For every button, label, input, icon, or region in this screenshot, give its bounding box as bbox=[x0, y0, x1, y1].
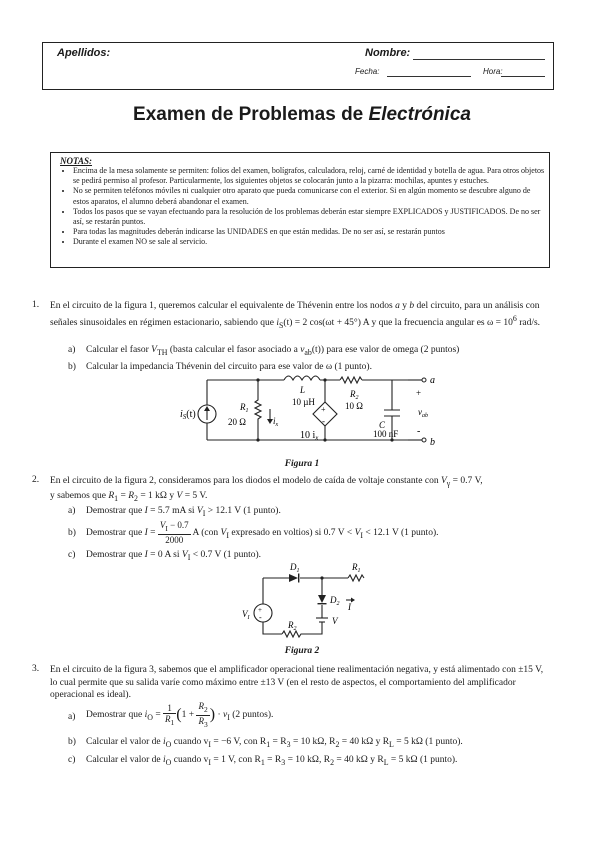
problem-2a-text: Demostrar que I = 5.7 mA si $V_I > 12.1$ V (1 punto). bbox=[86, 506, 281, 518]
notes-box bbox=[50, 152, 550, 268]
terminal-b bbox=[422, 438, 426, 442]
note-item: • No se permiten teléfonos móviles ni cualquier otro aparato que pueda comunicarse con el exterior. Si en algún momento se descubre alguno de estos aparatos, el alumno deberá abandonar el examen. bbox=[73, 186, 547, 206]
label-vab-minus: - bbox=[417, 426, 421, 437]
dep-plus: + bbox=[321, 405, 326, 414]
wire bbox=[263, 578, 282, 634]
problem-2c-label: c) bbox=[68, 550, 76, 560]
notes-list bbox=[57, 166, 547, 248]
junction-dot bbox=[323, 378, 326, 381]
problem-1b-label: b) bbox=[68, 362, 76, 372]
label-R1-value: 20 Ω bbox=[228, 417, 246, 427]
label-L: L bbox=[300, 385, 306, 395]
problem-1a-text: Calcular el fasor $V_{TH}$ (basta calcular el fasor asociado a $v_{ab}(t)$) para ese valor de omega (2 puntos) bbox=[86, 345, 460, 357]
problem-2c-text: Demostrar que I = 0 A si $V_I < 0.7$ V (1 punto). bbox=[86, 550, 262, 562]
junction-dot bbox=[323, 438, 326, 441]
label-node-a: a bbox=[430, 375, 435, 386]
problem-3-statement: En el circuito de la figura 3, sabemos que el amplificador operacional tiene realimentación negativa, y está alimentado con ±15 V, lo cual permite que su salida varíe como máximo entre ±13 V (en el resto de aspectos, el comportamiento del amplificador operacional es ideal). bbox=[50, 665, 544, 700]
figure-2-caption: Figura 2 bbox=[284, 646, 320, 656]
label-V: V bbox=[332, 616, 338, 626]
inductor-L bbox=[284, 376, 320, 380]
label-R2: $R_2$ bbox=[350, 389, 359, 401]
junction-dot bbox=[320, 576, 323, 579]
label-vab: $v_{ab}$ bbox=[418, 407, 428, 419]
source-minus: - bbox=[259, 613, 262, 622]
wire bbox=[306, 622, 322, 634]
label-L-value: 10 µH bbox=[292, 397, 315, 407]
resistor-R2 bbox=[340, 377, 362, 383]
label-R1: $R_1$ bbox=[352, 562, 361, 574]
voltage-source-VI bbox=[254, 604, 272, 622]
resistor-R1 bbox=[255, 380, 261, 440]
junction-dot bbox=[256, 378, 259, 381]
name-label: Nombre: bbox=[365, 47, 411, 59]
problem-2b-text: Demostrar que I = $\frac{V_I - 0.7}{2000}$ A (con $V_I$ expresado en voltios) si 0.7 $V < V_I < 12.1$ V (1 punto). bbox=[86, 520, 439, 546]
label-I: I bbox=[348, 602, 351, 612]
diode-D1-bar bbox=[298, 574, 299, 583]
figure-2-circuit bbox=[236, 562, 376, 648]
capacitor-C bbox=[384, 410, 400, 416]
problem-1-number: 1. bbox=[32, 300, 40, 310]
junction-dot bbox=[256, 438, 259, 441]
note-item: • Todos los pasos que se vayan efectuando para la resolución de los problemas deberán estar siempre EXPLICADOS y JUSTIFICADOS. De no ser así, se restarán puntos. bbox=[73, 207, 547, 227]
name-field[interactable] bbox=[413, 59, 545, 60]
fraction: $\frac{R_2}{R_3}$ bbox=[198, 700, 208, 729]
time-label: Hora: bbox=[483, 67, 503, 76]
figure-1-circuit bbox=[180, 372, 450, 462]
header-box bbox=[42, 42, 554, 90]
diode-D2 bbox=[318, 595, 326, 603]
label-node-b: b bbox=[430, 437, 435, 448]
diode-D1 bbox=[289, 574, 298, 582]
problem-3-number: 3. bbox=[32, 664, 40, 674]
problem-1-statement: En el circuito de la figura 1, queremos calcular el equivalente de Thévenin entre los nodos a y b del circuito, para un análisis con señales sinusoidales en régimen estacionario, sabiendo que $i_S(t) = 2$ cos(ωt + 45°) A y que la frecuencia angular es $\omega = 10^6$ rad/s. bbox=[50, 301, 541, 330]
problem-2-statement: En el circuito de la figura 2, consideramos para los diodos el modelo de caída de voltaje constante con $V_\gamma = 0.7$ V, y sabemos que $R_1 = R_2 = 1$ kΩ y V = 5 V. bbox=[50, 476, 483, 504]
label-ix: $i_x$ bbox=[273, 416, 279, 428]
notes-heading: NOTAS: bbox=[60, 156, 93, 166]
source-arrowhead bbox=[204, 406, 210, 411]
label-C-value: 100 nF bbox=[373, 429, 399, 439]
problem-3a-text: Demostrar que $i_O$ = $\frac{1}{R_1}$ (1 + $\frac{R_2}{R_3}$ ) · $v_I$ (2 puntos). bbox=[86, 700, 274, 729]
date-field[interactable] bbox=[387, 76, 471, 77]
label-is: $i_S(t)$ bbox=[180, 409, 196, 421]
problem-1a-label: a) bbox=[68, 345, 76, 355]
diode-D2-bar bbox=[318, 603, 327, 604]
note-item: • Encima de la mesa solamente se permiten: folios del examen, bolígrafos, calculadora, reloj, carné de identidad y botella de agua. Para otros objetos se pedirá permiso al profesor. Particularmente, los siguientes objetos se colocarán junto a la pizarra: mochilas, apuntes y estuches. bbox=[73, 166, 547, 186]
problem-3a-label: a) bbox=[68, 712, 76, 722]
date-label: Fecha: bbox=[355, 67, 380, 76]
figure-1-caption: Figura 1 bbox=[284, 459, 320, 469]
note-item: • Durante el examen NO se sale al servicio. bbox=[73, 237, 547, 247]
problem-3b-text: Calcular el valor de $i_O$ cuando $v_I = -6$ V, con $R_1 = R_3 = 10$ kΩ, $R_2 = 40$ kΩ y $R_L = 5$ kΩ (1 punto). bbox=[86, 737, 463, 749]
note-item: • Para todas las magnitudes deberán indicarse las UNIDADES en que están medidas. De no ser así, se restarán puntos bbox=[73, 227, 547, 237]
label-D1: $D_1$ bbox=[290, 562, 300, 574]
problem-2-number: 2. bbox=[32, 475, 40, 485]
label-R2: $R_2$ bbox=[288, 620, 297, 632]
problem-1b-text: Calcular la impedancia Thévenin del circuito para ese valor de ω (1 punto). bbox=[86, 362, 372, 372]
label-R1: $R_1$ bbox=[240, 402, 249, 414]
problem-3c-label: c) bbox=[68, 755, 76, 765]
label-vab-plus: + bbox=[416, 388, 422, 398]
label-R2-value: 10 Ω bbox=[345, 401, 363, 411]
label-D2: $D_2$ bbox=[330, 595, 340, 607]
label-C: C bbox=[379, 420, 386, 430]
resistor-R1 bbox=[348, 575, 364, 581]
problem-2a-label: a) bbox=[68, 506, 76, 516]
source-plus: + bbox=[258, 606, 262, 614]
page-title: Examen de Problemas de Electrónica bbox=[133, 104, 471, 125]
I-arrowhead bbox=[351, 598, 355, 603]
time-field[interactable] bbox=[501, 76, 545, 77]
dep-minus: - bbox=[322, 416, 325, 426]
problem-3b-label: b) bbox=[68, 737, 76, 747]
problem-2b-label: b) bbox=[68, 528, 76, 538]
surname-label: Apellidos: bbox=[57, 47, 111, 59]
terminal-a bbox=[422, 378, 426, 382]
fraction: $\frac{V_I - 0.7}{2000}$ bbox=[159, 520, 189, 546]
label-dep-source: 10 $i_x$ bbox=[300, 430, 319, 442]
label-VI: $V_I$ bbox=[242, 609, 250, 621]
fraction: $\frac{1}{R_1}$ bbox=[165, 702, 175, 727]
problem-3c-text: Calcular el valor de $i_O$ cuando $v_I = 1$ V, con $R_1 = R_3 = 10$ kΩ, $R_2 = 40$ kΩ y $R_L = 5$ kΩ (1 punto). bbox=[86, 755, 458, 767]
